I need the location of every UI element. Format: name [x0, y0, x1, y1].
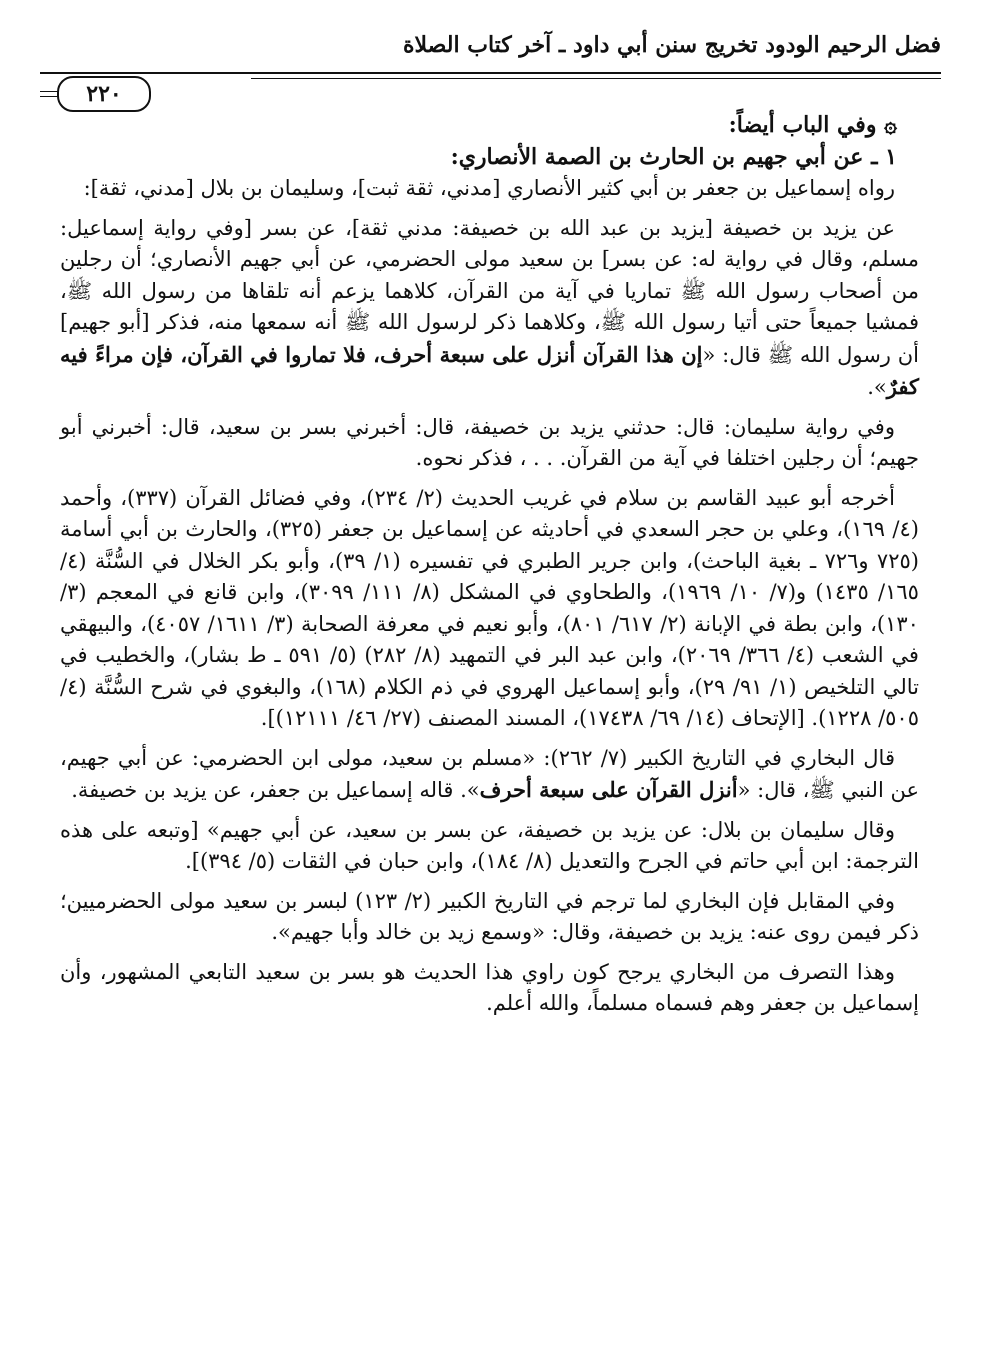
hadith-matn-2: أنزل القرآن على سبعة أحرف: [479, 777, 738, 802]
header-rule: [40, 72, 941, 74]
paragraph-6: وقال سليمان بن بلال: عن يزيد بن خصيفة، عن بسر بن سعيد، عن أبي جهيم» [وتبعه على هذه الترجمة: ابن أبي حاتم في الجرح والتعديل (٨/ ١٨٤)، وابن حبان في الثقات (٥/ ٣٩٤)].: [60, 817, 919, 873]
page-number-badge: [57, 76, 151, 112]
page-header: [40, 28, 941, 107]
hadith-heading: ١ ـ عن أبي جهيم بن الحارث بن الصمة الأنصاري:: [450, 143, 897, 170]
page-content: [60, 110, 919, 1020]
paragraph-2-text: عن يزيد بن خصيفة [يزيد بن عبد الله بن خصيفة: مدني ثقة]، عن بسر [وفي رواية إسماعيل: مسلم، وقال في رواية له: عن بسر] بن سعيد مولى الحضرمي، عن أبي جهيم الأنصاري؛ أن رجلين من أصحاب رسول الله ﷺ تماريا في آية من القرآن، كلاهما يزعم أنه تلقاها من رسول الله ﷺ، فمشيا جميعاً حتى أتيا رسول الله ﷺ، وكلاهما ذكر لرسول الله ﷺ أنه سمعها منه، فذكر [أبو جهيم] أن رسول الله ﷺ قال: «: [60, 215, 919, 367]
paragraph-5-end: ». قاله إسماعيل بن جعفر، عن يزيد بن خصيفة.: [71, 778, 480, 802]
running-title: فضل الرحيم الودود تخريج سنن أبي داود ـ آخر كتاب الصلاة: [403, 32, 941, 58]
paragraph-3: وفي رواية سليمان: قال: حدثني يزيد بن خصيفة، قال: أخبرني بسر بن سعيد، قال: أخبرني أبو جهيم؛ أن رجلين اختلفا في آية من القرآن. . . ، فذكر نحوه.: [60, 414, 919, 470]
paragraph-2-end: ».: [867, 375, 887, 399]
paragraph-2: [60, 213, 919, 404]
paragraph-5: [60, 743, 919, 807]
paragraph-8: وهذا التصرف من البخاري يرجح كون راوي هذا الحديث هو بسر بن سعيد التابعي المشهور، وأن إسماعيل بن جعفر وهم فسماه مسلماً، والله أعلم.: [60, 959, 919, 1015]
paragraph-7: وفي المقابل فإن البخاري لما ترجم في التاريخ الكبير (٢/ ١٢٣) لبسر بن سعيد مولى الحضرميين؛ ذكر فيمن روى عنه: يزيد بن خصيفة، وقال: «وسمع زيد بن خالد وأبا جهيم».: [60, 888, 919, 944]
paragraph-4-takhrij: أخرجه أبو عبيد القاسم بن سلام في غريب الحديث (٢/ ٢٣٤)، وفي فضائل القرآن (٣٣٧)، وأحمد (٤/ ١٦٩)، وعلي بن حجر السعدي في أحاديثه عن إسماعيل بن جعفر (٣٢٥)، والحارث بن أبي أسامة (٧٢٥ و٧٢٦ ـ بغية الباحث)، وابن جرير الطبري في تفسيره (١/ ٣٩)، وأبو بكر الخلال في السُّنَّة (٤/ ١٦٥/ ١٤٣٥) و(٧/ ١٠/ ١٩٦٩)، والطحاوي في المشكل (٨/ ١١١/ ٣٠٩٩)، وابن قانع في المعجم (٣/ ١٣٠)، وابن بطة في الإبانة (٢/ ٦١٧/ ٨٠١)، وأبو نعيم في معرفة الصحابة (٣/ ١٦١١/ ٤٠٥٧)، والبيهقي في الشعب (٤/ ٣٦٦/ ٢٠٦٩)، وابن عبد البر في التمهيد (٨/ ٢٨٢) (٥/ ٥٩١ ـ ط بشار)، والخطيب في تالي التلخيص (١/ ٩١/ ٢٩)، وأبو إسماعيل الهروي في ذم الكلام (١٦٨)، والبغوي في شرح السُّنَّة (٤/ ٥٠٥/ ١٢٢٨). [الإتحاف (١٤/ ٦٩/ ١٧٤٣٨)، المسند المصنف (٢٧/ ٤٦/ ١٢١١١)].: [60, 485, 919, 730]
hadith-matn: إن هذا القرآن أنزل على سبعة أحرف، فلا تماروا في القرآن، فإن مراءً فيه كفرٌ: [60, 341, 919, 399]
paragraph-1: رواه إسماعيل بن جعفر بن أبي كثير الأنصاري [مدني، ثقة ثبت]، وسليمان بن بلال [مدني، ثقة]:: [83, 176, 895, 200]
section-heading: ۞ وفي الباب أيضاً:: [728, 112, 897, 138]
paragraph-5-text: قال البخاري في التاريخ الكبير (٧/ ٢٦٢): «مسلم بن سعيد، مولى ابن الحضرمي: عن أبي جهيم، عن النبي ﷺ، قال: «: [60, 745, 919, 802]
page-number: ٢٢٠: [86, 81, 122, 107]
header-rule-thin: [251, 78, 941, 79]
